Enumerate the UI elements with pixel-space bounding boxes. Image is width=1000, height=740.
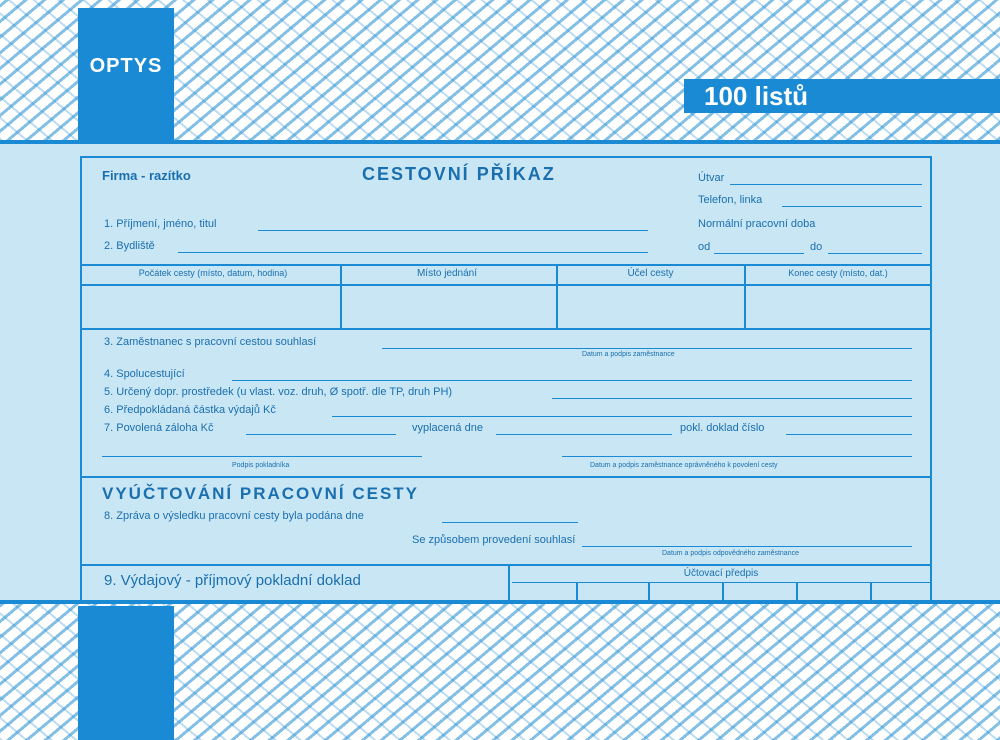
receipt-number-field[interactable] — [786, 434, 912, 435]
table-divider-1 — [340, 264, 342, 328]
consent-note: Datum a podpis zaměstnance — [582, 351, 675, 358]
paid-date-field[interactable] — [496, 434, 672, 435]
receipt-divider — [508, 564, 510, 602]
brand-block-bottom — [78, 606, 174, 740]
report-date-field[interactable] — [442, 522, 578, 523]
advance-field[interactable] — [246, 434, 396, 435]
surname-label: 1. Příjmení, jméno, titul — [104, 218, 217, 230]
accounting-line — [512, 582, 930, 583]
transport-field[interactable] — [552, 398, 912, 399]
accounting-divider-5 — [870, 582, 872, 602]
work-hours-label: Normální pracovní doba — [698, 218, 816, 230]
table-top-line — [82, 264, 930, 266]
table-header-end: Konec cesty (místo, dat.) — [788, 268, 888, 278]
accounting-divider-3 — [722, 582, 724, 602]
table-bottom-line — [82, 328, 930, 330]
receipt-label: 9. Výdajový - příjmový pokladní doklad — [104, 572, 361, 589]
approval-label: Se způsobem provedení souhlasí — [412, 534, 576, 546]
dept-field[interactable] — [730, 184, 922, 185]
table-divider-2 — [556, 264, 558, 328]
expected-cost-label: 6. Předpokládaná částka výdajů Kč — [104, 404, 276, 416]
cashier-signature-note: Podpis pokladníka — [232, 462, 290, 469]
receipt-number-label: pokl. doklad číslo — [680, 422, 765, 434]
form-title: CESTOVNÍ PŘÍKAZ — [362, 164, 556, 184]
to-field[interactable] — [828, 253, 922, 254]
sheet-count-label: 100 listů — [684, 79, 1000, 113]
address-label: 2. Bydliště — [104, 240, 155, 252]
companions-field[interactable] — [232, 380, 912, 381]
approval-field[interactable] — [582, 546, 912, 547]
firm-stamp-label: Firma - razítko — [102, 168, 191, 183]
phone-field[interactable] — [782, 206, 922, 207]
table-header-purpose: Účel cesty — [627, 268, 674, 279]
from-field[interactable] — [714, 253, 804, 254]
section-divider — [82, 476, 930, 478]
paid-date-label: vyplacená dne — [412, 422, 483, 434]
table-header-place: Místo jednání — [416, 268, 478, 279]
approver-signature-note: Datum a podpis zaměstnance oprávněného k povolení cesty — [590, 462, 778, 469]
dept-label: Útvar — [698, 172, 725, 184]
transport-label: 5. Určený dopr. prostředek (u vlast. voz. druh, Ø spotř. dle TP, druh PH) — [104, 386, 453, 398]
table-divider-3 — [744, 264, 746, 328]
approver-signature-line[interactable] — [562, 456, 912, 457]
settlement-title: VYÚČTOVÁNÍ PRACOVNÍ CESTY — [102, 484, 420, 503]
to-label: do — [810, 241, 823, 253]
consent-field[interactable] — [382, 348, 912, 349]
accounting-divider-1 — [576, 582, 578, 602]
receipt-top-line — [82, 564, 930, 566]
report-date-label: 8. Zpráva o výsledku pracovní cesty byla podána dne — [104, 510, 364, 522]
approval-note: Datum a podpis odpovědného zaměstnance — [662, 550, 799, 557]
accounting-label: Účtovací předpis — [683, 568, 759, 579]
travel-order-form — [80, 156, 932, 602]
companions-label: 4. Spolucestující — [104, 368, 185, 380]
accounting-divider-2 — [648, 582, 650, 602]
surname-field[interactable] — [258, 230, 648, 231]
advance-label: 7. Povolená záloha Kč — [104, 422, 214, 434]
cashier-signature-line[interactable] — [102, 456, 422, 457]
table-header-line — [82, 284, 930, 286]
address-field[interactable] — [178, 252, 648, 253]
table-header-start: Počátek cesty (místo, datum, hodina) — [138, 268, 288, 278]
top-band-line — [0, 140, 1000, 144]
from-label: od — [698, 241, 711, 253]
accounting-divider-4 — [796, 582, 798, 602]
expected-cost-field[interactable] — [332, 416, 912, 417]
optys-logo: OPTYS — [89, 55, 163, 77]
phone-label: Telefon, linka — [698, 194, 763, 206]
consent-label: 3. Zaměstnanec s pracovní cestou souhlasí — [104, 336, 317, 348]
